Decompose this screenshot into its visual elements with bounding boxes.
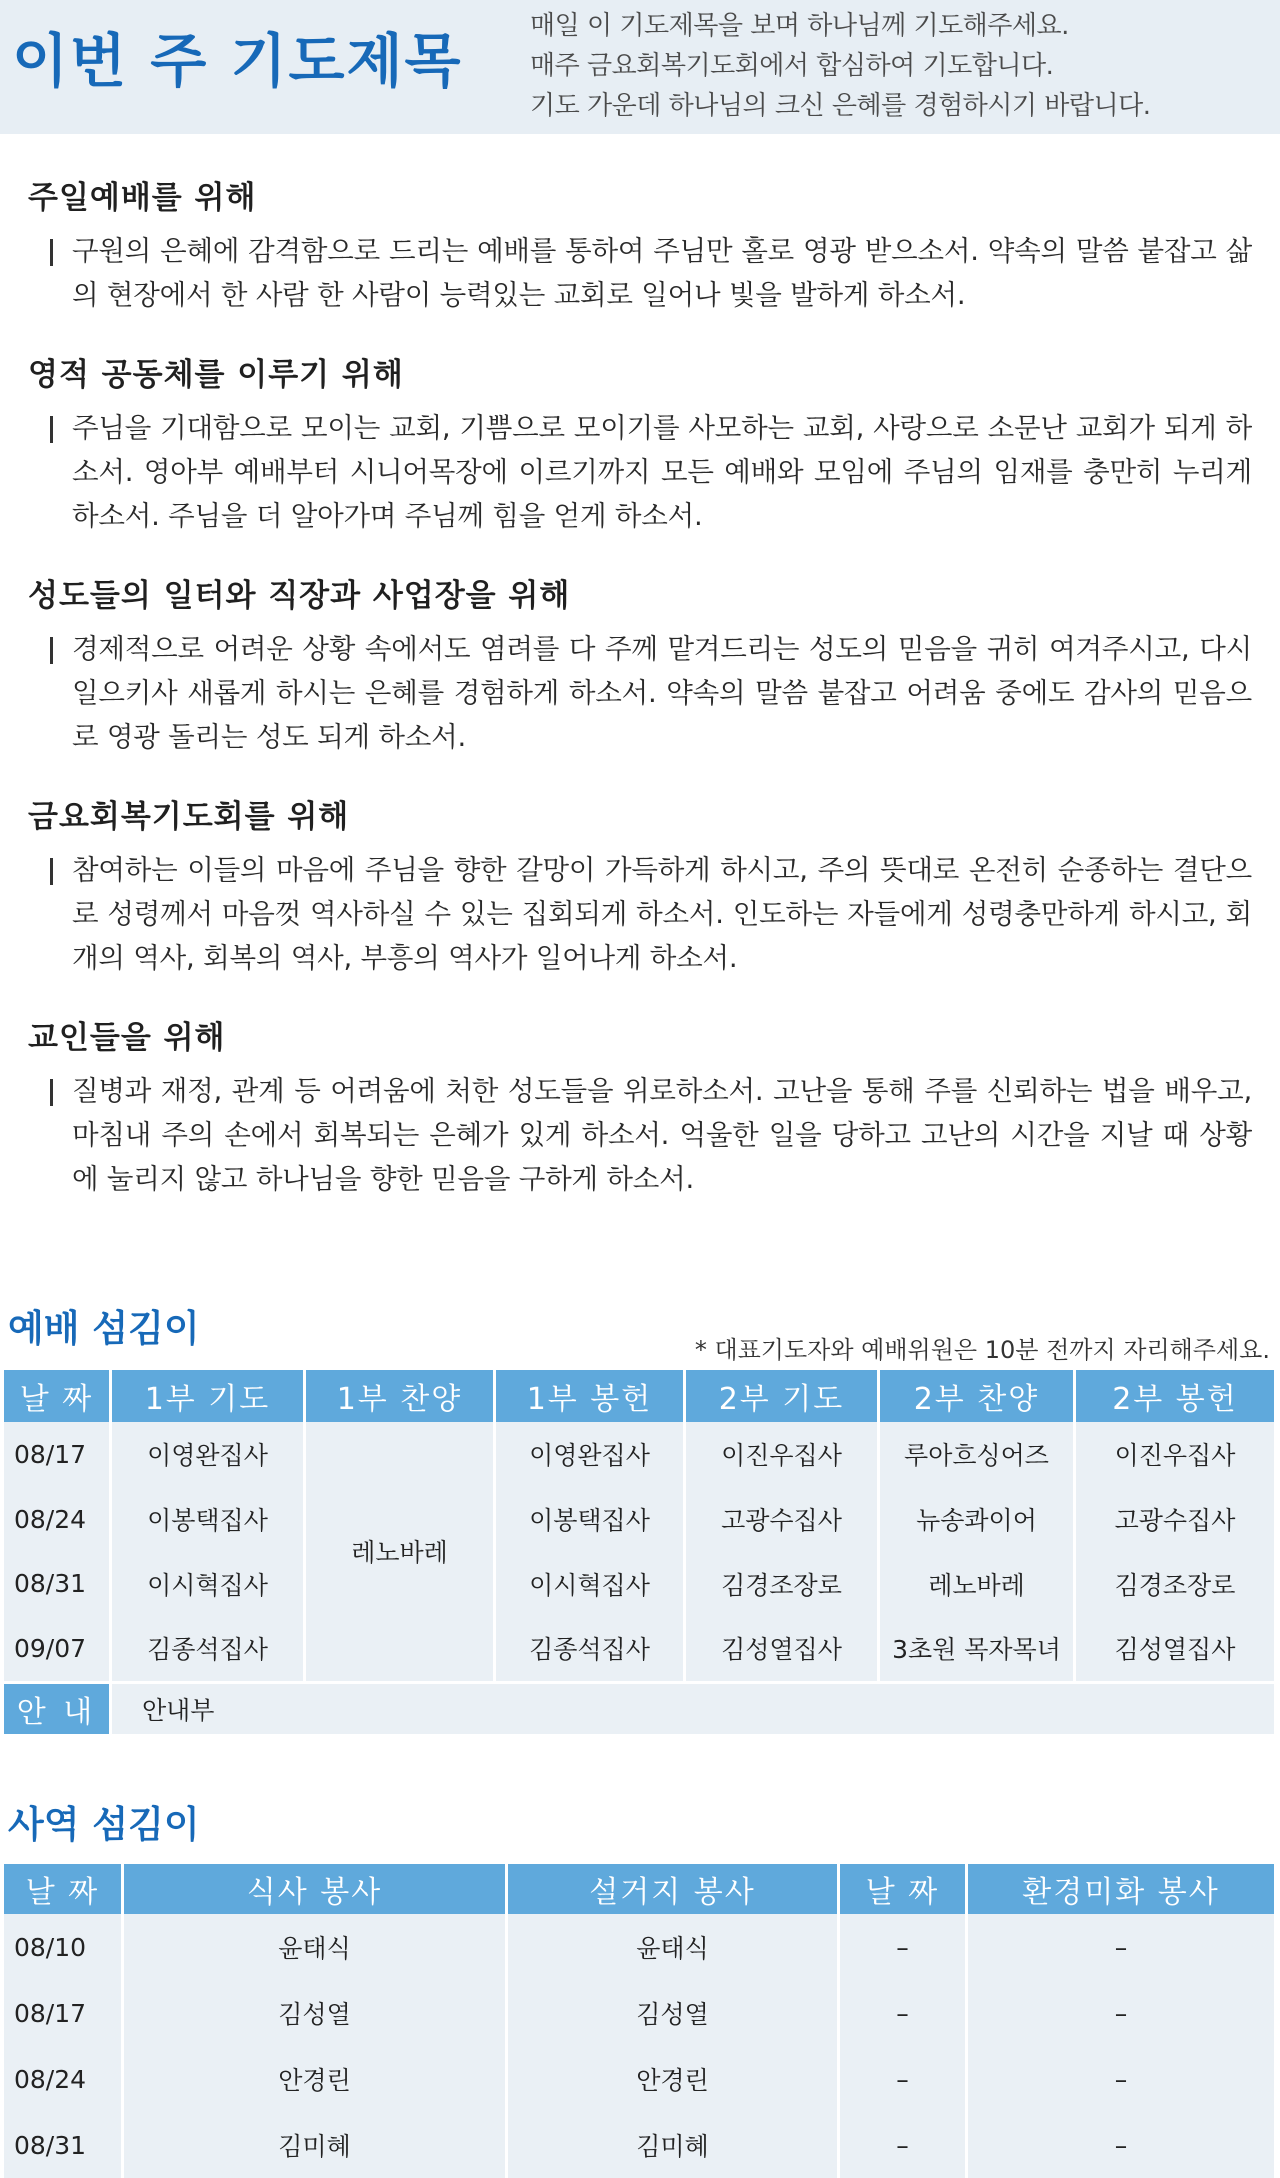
prayer-text: 구원의 은혜에 감격함으로 드리는 예배를 통하여 주님만 홀로 영광 받으소서. 약속의 말씀 붙잡고 삶의 현장에서 한 사람 한 사람이 능력있는 교회로 일어나 빛을 발하게 하소서. [72, 235, 1252, 311]
guide-row [4, 1681, 1274, 1734]
prayer-text: 질병과 재정, 관계 등 어려움에 처한 성도들을 위로하소서. 고난을 통해 주를 신뢰하는 법을 배우고, 마침내 주의 손에서 회복되는 은혜가 있게 하소서. 억울한 일을 당하고 고난의 시간을 지날 때 상황에 눌리지 않고 하나님을 향한 믿음을 구하게 하소서. [72, 1075, 1252, 1195]
cell: – [840, 1914, 968, 1980]
cell: 김종석집사 [112, 1616, 306, 1681]
prayer-body [28, 229, 1252, 317]
cell: – [968, 1914, 1274, 1980]
column-header: 2부 기도 [686, 1370, 880, 1422]
header-band [0, 0, 1280, 134]
vertical-bar [50, 416, 53, 443]
cell: 레노바레 [880, 1551, 1076, 1616]
cell: 윤태식 [124, 1914, 508, 1980]
vertical-bar [50, 637, 53, 664]
cell: 고광수집사 [1076, 1487, 1274, 1552]
prayer-section [28, 570, 1252, 759]
column-header: 2부 봉헌 [1076, 1370, 1274, 1422]
cell: – [968, 1980, 1274, 2046]
cell: 3초원 목자목녀 [880, 1616, 1076, 1681]
cell: – [840, 2046, 968, 2112]
prayer-text: 참여하는 이들의 마음에 주님을 향한 갈망이 가득하게 하시고, 주의 뜻대로 온전히 순종하는 결단으로 성령께서 마음껏 역사하실 수 있는 집회되게 하소서. 인도하는 자들에게 성령충만하게 하시고, 회개의 역사, 회복의 역사, 부흥의 역사가 일어나게 하소서. [72, 854, 1252, 974]
date-cell: 08/31 [4, 2112, 124, 2178]
cell: 이진우집사 [1076, 1422, 1274, 1487]
cell: – [840, 2112, 968, 2178]
cell: 이진우집사 [686, 1422, 880, 1487]
column-header: 설거지 봉사 [508, 1864, 840, 1914]
cell: 이시혁집사 [496, 1551, 686, 1616]
date-cell: 08/24 [4, 2046, 124, 2112]
vertical-bar [50, 858, 53, 885]
prayer-body [28, 406, 1252, 538]
prayer-text: 경제적으로 어려운 상황 속에서도 염려를 다 주께 맡겨드리는 성도의 믿음을 귀히 여겨주시고, 다시 일으키사 새롭게 하시는 은혜를 경험하게 하소서. 약속의 말씀 붙잡고 어려움 중에도 감사의 믿음으로 영광 돌리는 성도 되게 하소서. [72, 633, 1252, 753]
cell: 김미혜 [124, 2112, 508, 2178]
guide-value: 안내부 [112, 1681, 1274, 1734]
table-header-row [4, 1370, 1274, 1422]
prayer-body [28, 627, 1252, 759]
prayer-section [28, 172, 1252, 317]
cell: 루아흐싱어즈 [880, 1422, 1076, 1487]
cell: 김성열집사 [686, 1616, 880, 1681]
table-row [4, 1422, 1274, 1487]
prayer-heading: 교인들을 위해 [28, 1020, 226, 1056]
prayer-body [28, 848, 1252, 980]
cell: – [968, 2046, 1274, 2112]
vertical-bar [50, 239, 53, 266]
cell: 김성열 [508, 1980, 840, 2046]
cell: 이영완집사 [496, 1422, 686, 1487]
worship-table-title: 예배 섬김이 [8, 1307, 200, 1350]
date-cell: 08/17 [4, 1980, 124, 2046]
prayer-body [28, 1069, 1252, 1201]
cell: – [840, 1980, 968, 2046]
worship-note: * 대표기도자와 예배위원은 10분 전까지 자리해주세요. [694, 1336, 1270, 1364]
column-header: 환경미화 봉사 [968, 1864, 1274, 1914]
page-title: 이번 주 기도제목 [12, 27, 463, 95]
prayer-heading: 주일예배를 위해 [28, 180, 257, 216]
date-cell: 08/10 [4, 1914, 124, 1980]
prayer-heading: 영적 공동체를 이루기 위해 [28, 357, 404, 393]
prayer-section [28, 349, 1252, 538]
cell: 이영완집사 [112, 1422, 306, 1487]
column-header: 1부 찬양 [306, 1370, 496, 1422]
table-row [4, 1487, 1274, 1552]
table-row [4, 1551, 1274, 1616]
cell: 김종석집사 [496, 1616, 686, 1681]
cell: 김미혜 [508, 2112, 840, 2178]
date-cell: 09/07 [4, 1616, 112, 1681]
column-header: 1부 기도 [112, 1370, 306, 1422]
cell: 안경린 [124, 2046, 508, 2112]
intro-text [530, 6, 1270, 126]
cell: 김경조장로 [1076, 1551, 1274, 1616]
ministry-table-title: 사역 섬김이 [8, 1803, 200, 1846]
date-cell: 08/17 [4, 1422, 112, 1487]
prayer-text: 주님을 기대함으로 모이는 교회, 기쁨으로 모이기를 사모하는 교회, 사랑으로 소문난 교회가 되게 하소서. 영아부 예배부터 시니어목장에 이르기까지 모든 예배와 모임에 주님의 임재를 충만히 누리게 하소서. 주님을 더 알아가며 주님께 힘을 얻게 하소서. [72, 412, 1252, 532]
table-row [4, 2046, 1274, 2112]
column-header: 식사 봉사 [124, 1864, 508, 1914]
worship-table [4, 1370, 1274, 1734]
prayer-list [28, 172, 1252, 1233]
table-row [4, 1980, 1274, 2046]
cell: 뉴송콰이어 [880, 1487, 1076, 1552]
column-header: 날 짜 [4, 1864, 124, 1914]
cell: 고광수집사 [686, 1487, 880, 1552]
cell: 이봉택집사 [496, 1487, 686, 1552]
ministry-table [4, 1864, 1274, 2178]
column-header: 날 짜 [840, 1864, 968, 1914]
prayer-heading: 금요회복기도회를 위해 [28, 799, 350, 835]
intro-line: 기도 가운데 하나님의 크신 은혜를 경험하시기 바랍니다. [530, 91, 1151, 121]
prayer-section [28, 791, 1252, 980]
column-header: 날 짜 [4, 1370, 112, 1422]
merged-praise-cell: 레노바레 [306, 1422, 496, 1681]
date-cell: 08/24 [4, 1487, 112, 1552]
vertical-bar [50, 1079, 53, 1106]
table-row [4, 2112, 1274, 2178]
cell: 김성열집사 [1076, 1616, 1274, 1681]
cell: 이봉택집사 [112, 1487, 306, 1552]
cell: 윤태식 [508, 1914, 840, 1980]
prayer-heading: 성도들의 일터와 직장과 사업장을 위해 [28, 578, 571, 614]
cell: 이시혁집사 [112, 1551, 306, 1616]
column-header: 1부 봉헌 [496, 1370, 686, 1422]
table-row [4, 1914, 1274, 1980]
date-cell: 08/31 [4, 1551, 112, 1616]
table-row [4, 1616, 1274, 1681]
table-header-row [4, 1864, 1274, 1914]
cell: 김경조장로 [686, 1551, 880, 1616]
prayer-section [28, 1012, 1252, 1201]
intro-line: 매일 이 기도제목을 보며 하나님께 기도해주세요. [530, 11, 1069, 41]
guide-label: 안 내 [4, 1681, 112, 1734]
cell: 김성열 [124, 1980, 508, 2046]
intro-line: 매주 금요회복기도회에서 합심하여 기도합니다. [530, 51, 1054, 81]
column-header: 2부 찬양 [880, 1370, 1076, 1422]
cell: 안경린 [508, 2046, 840, 2112]
cell: – [968, 2112, 1274, 2178]
